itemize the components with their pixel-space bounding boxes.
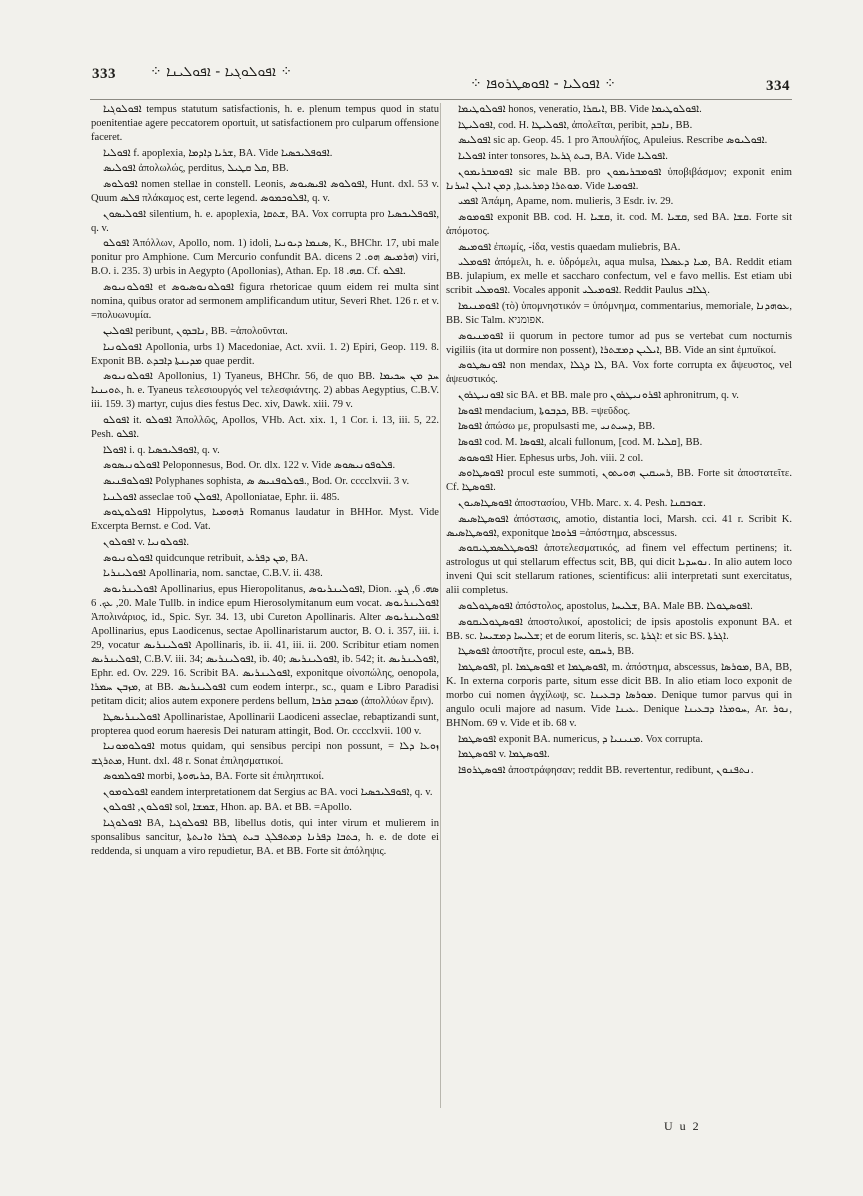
dictionary-entry: ܐܦܘܣܐ cod. M. ܐܦܘܣܐ, alcali fullonum, [cod. M. ܩܠܝܐ], BB. — [458, 436, 703, 448]
dictionary-entry: ܐܦܘܠܝܣܘܢ silentium, h. e. apoplexia, ܫܬܩܐ, BA. Vox corrupta pro ܐܦܘܦܠܝܟܣܝܐ, q. v. — [91, 208, 439, 234]
dictionary-entry: ܐܦܘܠܘܢ, ܐܦܘܠܘܢ sol, ܫܡܫܐ, Hhon. ap. BA. et BB. =Apollo. — [103, 802, 352, 814]
dictionary-entry: ܐܦܘܠܘ Ἀπόλλων, Apollo, nom. 1) idoli, ܣܢܡܐ ܕܝܘܢܝܐ, K., BHChr. 17, ubi male ponitur pro Amphione. Cum Mercurio confundit BA. dicens ܗܪܡܝܣ ܗܘ. 2) viri, B.O. i. 235. 3) urbis in Aegypto (Apollonias), Athan. Ep. ܩܗ. 18. Cf. ܐܦܠܘ. — [91, 238, 439, 278]
dictionary-entry: ܐܦܘܠܐ i. q. ܐܦܘܦܠܝܟܣܝܐ, q. v. — [103, 444, 220, 456]
dictionary-entry: ܐܦܘܠܝܢ peribunt, ܢܐܒܕܘܢ, BB. =ἀπολοῦνται. — [103, 325, 288, 337]
dictionary-entry: ܐܦܘܠܝܐ f. apoplexia, ܫܪܝܐ ܕܐܕܡܐ, BA. Vide ܐܦܘܦܠܝܟܣܝܐ. — [103, 147, 333, 159]
dictionary-entry: ܐܦܘܠܘܓܝܐ tempus statutum satisfactionis, h. e. plenum tempus quod in statu poenitentiae agere peccatorem oportuit, ut satisfactionem pro culparum offensione faceret. — [91, 104, 439, 144]
dictionary-entry: ܐܦܘܠܘܢܝܘܣ Apollonius, 1) Tyaneus, BHChr. 56, de quo BB. ܚܕ ܡܢ ܚܟܝܡܐ ܬܘܝܢܝܐ, h. e. Tyaneus τελεσιουργός vel τελεσφιάντης. 2) abbas Aegyptius, C.B.V. iii. 159. 3) martyr, cujus dies festus Dec. xiv, Dawk. xiii. 79 v. — [91, 371, 439, 411]
page-header — [0, 0, 863, 100]
dictionary-entry: ܐܦܘܡܒܪܝܡܘܢ sic male BB. pro ܐܦܘܡܒܪܝܡܘܢ ὑποβιβάσμον; exponit enim ܡܘܬܪܐ ܕܡܪܥܝܬܐ, ܕܡܢ ܐܝܠܢ ܐܚܪܢܐ. Vide ܐܦܘܡܝܐ. — [446, 166, 792, 192]
dictionary-entry: ܐܦܘܠܝܣ ἀπολωλώς, perditus, ܩܠ ܩܛܝܠ, BB. — [103, 163, 289, 175]
dictionary-entry: ܐܦܘܠܢܝܐ asseclae τοῦ ܐܦܘܠܢ, Apolloniatae, Ephr. ii. 485. — [103, 491, 340, 503]
dictionary-entry: ܐܦܘܠܝܛܐ, cod. H. ܐܦܘܠܝܛܐ, ἀπολεῖται, peribit, ܢܐܒܕ, BB. — [458, 119, 693, 131]
dictionary-entry: ܐܦܘܣܛܠܣܡܛܝܩܘܣ ἀποτελεσματικός, ad finem vel effectum pertinens; it. astrologus ut qui stellarum effectus scit, BB, qui dicit ܢܘܚܕܝܐ. In alio autem loco inveni Qui scit stellarum rationes, scientificus: alii interpretati sunt exercitatus, alii completus. — [446, 543, 792, 597]
dictionary-entry: ܐܦܘܠܘܢ v. ܐܦܘܠܘܢܝܐ. — [103, 536, 189, 548]
signature-mark: U u 2 — [664, 1119, 701, 1133]
right-page-number: 334 — [766, 78, 790, 94]
dictionary-entry: ܐܦܘܣܛܘܠܝܩܘܣ ἀποστολικοί, apostolici; de ipsis apostolis exponunt BA. et BB. sc. ܫܠܝܚܐ ܕܡܫܝܚܐ; et de eorum literis, sc. ܐܓܪܬܐ: et sic BS. ܐܓܪܬܐ. — [446, 616, 792, 642]
dictionary-entry: ܐܦܘܠܘܦܢܝܣ Polyphanes sophista, ܦܘܠܘܦܢܝܣ ܣ., Bod. Or. cccclxvii. 3 v. — [103, 475, 410, 487]
dictionary-entry: ܐܦܘܣܛܐܘܣ procul este summoti, ܪܚܝܩܝܢ ܗܘܝܬܘܢ, BB. Forte sit ἀποστατεῖτε. Cf. ܐܦܘܣܛܐ. — [446, 468, 792, 494]
dictionary-entry: ܐܦܡܝ Ἀπάμη, Apame, nom. mulieris, 3 Esdr. iv. 29. — [458, 196, 674, 208]
dictionary-entry: ܐܦܘܠܘܡܘܢܝܐ motus quidam, qui sensibus percipi non possunt, = ܙܘܥܐ ܕܠܐ ܡܬܪܓܫ, Hunt. dxl. 48 r. Sonat ἐπιλησματικοί. — [91, 741, 439, 767]
dictionary-entry: ܐܦܘܣܛܐܣܝܘܢ ἀποστασίου, VHb. Marc. x. 4. Pesh. ܫܘܒܩܢܐ. — [458, 497, 706, 509]
column-divider — [440, 103, 441, 1108]
left-running-head: ⁘ ܐܦܘܠܘܓܝܐ - ܐܦܘܠܝܢܐ ⁘ — [150, 64, 293, 80]
dictionary-entry: ܐܦܘܢܣܛܘܣ non mendax, ܠܐ ܕܓܠܐ, BA. Vox forte corrupta ex ἄψευστος, vel ἀψευστικός. — [446, 360, 793, 386]
header-rule — [90, 99, 792, 100]
dictionary-entry: ܐܦܘܠܘܢܝܘܣ et ܐܦܘܠܘܢܘܣܝܘܣ figura rhetoricae quum eidem rei multa sint nomina, quibus orator ad sermonem amplificandum utitur, Severi Rhet. 126 r. et v. =πολυωνυμία. — [91, 282, 439, 322]
left-column — [91, 103, 439, 861]
dictionary-entry: ܐܦܘܣܛܪܘܦܐ ἀποστράφησαν; reddit BB. revertentur, redibunt, ܢܬܦܢܘܢ. — [458, 765, 754, 777]
dictionary-entry: ܐܦܘܠܘܛܘܣ Hippolytus, ܪܗܘܡܝܐ Romanus laudatur in BHHor. Myst. Vide Excerpta Bernst. e Cod. Vat. — [91, 507, 439, 533]
dictionary-entry: ܐܦܘܡܘܣ exponit BB. cod. H. ܩܫܝܐ, it. cod. M. ܩܫܝܐ, sed BA. ܩܫܐ. Forte sit ἀπόμοτος. — [446, 211, 792, 237]
dictionary-entry: ܐܦܘܠܘܢܝܐ Apollonia, urbs 1) Macedoniae, Act. xvii. 1. 2) Epiri, Geop. 119. 8. Exponit BB. ܡܕܝܢܬܐ ܕܐܒܕܬ quae perdit. — [91, 341, 439, 367]
dictionary-entry: ܐܦܘܠܘܓܝܐ BA, ܐܦܘܠܘܓܝܐ BB, libellus dotis, qui inter virum et mulierem in sponsalibus sancitur, ܟܬܒܐ ܕܦܪܢܐ ܕܡܬܦܠܓ ܒܝܬ ܓܒܪܐ ܘܐܢܬܬܐ, h. e. de dote ei reddenda, si unquam a viro repudietur, BA. et BB. Forte sit ἀπόληψις. — [91, 818, 440, 858]
dictionary-entry: ܐܦܘܣܛܘܠܘܣ ἀπόστολος, apostolus, ܫܠܝܚܐ, BA. Male BB. ܐܦܘܣܛܘܠܐ. — [458, 601, 753, 613]
dictionary-entry: ܐܦܘܡܠܝ ἀπόμελι, h. e. ὑδρόμελι, aqua mulsa, ܡܝܐ ܕܥܣܠܐ, BA. Reddit etiam BB. julapium, ex melle et saccharo confectum, vel e favo mellis. Est etiam ubi scribit ܐܦܘܡܠܝ. Vocales apponit ܐܦܘܡܝܠܝ. Reddit Paulus ܓܠܐܒ. — [446, 257, 792, 297]
dictionary-entry: ܐܦܘܠܘܛܝܡܐ honos, veneratio, ܐܝܩܪܐ, BB. Vide ܐܦܘܠܘܛܝܡܐ. — [458, 104, 702, 115]
dictionary-entry: ܐܦܘܠܘ it. ܐܦܘܠܘ Ἀπολλῶς, Apollos, VHb. Act. xix. 1, 1 Cor. i. 13, iii. 5, 22. Pesh. ܐܦܠܘ. — [91, 414, 439, 440]
left-page-number: 333 — [92, 66, 116, 82]
dictionary-entry: ܐܦܘܣܛܐܣܝܣ ἀπόστασις, amotio, distantia loci, Marsh. cci. 41 r. Scribit K. ܐܦܘܣܛܐܣܝܣ, exponitque ܦܪܘܩܐ =ἀπόστημα, abscessus. — [446, 513, 792, 539]
dictionary-entry: ܐܦܘܣܛܡܐ v. ܐܦܘܣܛܡܐ. — [458, 749, 550, 761]
dictionary-entry: ܐܦܘܠܘܢܝܘܣ quidcunque retribuit, ܡܢ ܕܦܪܥ, BA. — [103, 552, 309, 564]
right-running-head: ⁘ ܐܦܘܠܝܐ - ܐܦܘܣܛܪܘܦܐ ⁘ — [470, 76, 616, 92]
dictionary-entry: ܐܦܘܡܝܣ ἐπωμίς, -ίδα, vestis quaedam muliebris, BA. — [458, 241, 681, 253]
right-column — [446, 103, 792, 780]
dictionary-entry: ܐܦܘܠܝܢܪܝܘܣ Apollinarius, epus Hieropolitanus, ܐܦܘܠܝܢܪܝܘܣ, Dion. ܣܗ. 6, ܓܨ. 20, ܥܟ. 6. Male Tullb. in indice epum Hierosolymitanum eum vocat. ܐܦܘܠܝܢܪܝܘܣ Ἀπολινάριος, id., Spic. Syr. 34. 13, ubi Cureton Apollinaris. Alter ܐܦܘܠܝܢܪܝܘܣ Apollinarius, epus Laodicenus, sectae Apollinaristarum auctor, B. O. i. 357, iii. i. 29, vocatur ܐܦܘܠܝܢܪܝܣ Apollinaris, ib. ii. 41, iii. ii. 200. Scribitur etiam nomen ܐܦܘܠܝܢܪܝܣ, C.B.V. iii. 34; ܐܦܘܠܝܢܪܝܣ, ib. 40; ܐܦܘܠܝܢܪܝܣ, ib. 542; it. ܐܦܘܠܝܢܪܝܣ, Ephr. ed. Ov. 229. 16. Scribit BA. ܐܦܘܠܝܢܪܝܣ, exponitque οἰνοπώλης, oenopola, ܡܙܒܢ ܚܡܪܐ, at BB. ܐܦܘܠܝܢܪܝܣ cum eodem interpr., sc., quam e Libro Paradisi petitam dicit; alios autem exponere perdens bellum, ܡܘܒܕ ܩܪܒܐ (ἀπολλύων ἔριν). — [91, 583, 440, 708]
dictionary-entry: ܐܦܘܠܘܢܝܣܘܣ Peloponnesus, Bod. Or. dlx. 122 v. Vide ܦܠܘܦܘܢܝܣܘܣ. — [103, 460, 396, 472]
dictionary-entry: ܐܦܘܠܝܢܪܝܣܛܐ Apollinaristae, Apollinarii Laodiceni asseclae, rebaptizandi sunt, propterea quod eorum haeresis Dei naturam attingit, Bod. Or. cccclxvii. 100 v. — [91, 711, 439, 737]
dictionary-entry: ܐܦܘܠܘܣ nomen stellae in constell. Leonis, ܐܦܘܠܘܣ ܐܦܝܣܝܘܣ, Hunt. dxl. 53 v. Quum ܦܠܣ πλάκαμος est, certe legend. ܐܦܠܘܟܡܘܣ, q. v. — [91, 179, 439, 205]
dictionary-entry: ܐܦܘܣܐ mendacium, ܟܕܒܘܬܐ, BB. =ψεῦδος. — [458, 405, 631, 417]
dictionary-entry: ܐܦܘܡܢܝܘܣ ii quorum in pectore tumor ad pus se vertebat cum nocturnis vigiliis (ita ut dormire non possent), ܐܝܠܝܢ ܕܡܫܬܪܐ, BB. Vide an sint ἐμπυϊκοί. — [446, 330, 792, 356]
dictionary-entry: ܐܦܘܣܘܣ Hier. Ephesus urbs, Joh. viii. 2 col. — [458, 452, 644, 464]
dictionary-entry: ܐܦܘܣܛܡܐ exponit BA. numericus, ܡܢܝܢܝܐ ܕ. Vox corrupta. — [458, 733, 703, 745]
dictionary-entry: ܐܦܘܣܛܡܐ, pl. ܐܦܘܣܛܡܐ et ܐܦܘܣܛܡܐ, m. ἀπόστημα, abscessus, ܡܘܪܣܐ, BA, BB, K. In externa corporis parte, situm esse dicit BB. In alio etiam loco exponit de morbo cui nomen ἀγχίλωψ, sc. ܡܘܪܣܐ ܕܒܥܝܢܐ. Denique tumor parvus qui in angulo oculi majore ad nasum. Vide ܥܝܢܐ. Denique ܚܘܡܪܐ ܕܒܥܝܢܐ, Ar. ܢܘܪ, BHNom. 69 v. Vide et ib. 68 v. — [446, 661, 793, 730]
dictionary-entry: ܐܦܘܣܐ ἀπώσω με, propulsasti me, ܕܚܝܬܢܝ, BB. — [458, 421, 655, 433]
dictionary-entry: ܐܦܘܡܢܝܡܐ (τὸ) ὑπομνηστικόν = ὑπόμνημα, commentarius, memoriale, ܥܘܗܕܢܐ, BB. Sic Talm. אפומניא. — [446, 300, 792, 326]
dictionary-entry: ܐܦܘܣܛܐ ἀποστῆτε, procul este, ܪܚܩܘ, BB. — [458, 646, 634, 658]
dictionary-entry: ܐܦܘܠܝܣ sic ap. Geop. 45. 1 pro Ἀπουλήϊος, Apuleius. Rescribe ܐܦܘܠܝܘܣ. — [458, 135, 768, 147]
dictionary-entry: ܐܦܘܢܝܛܪܘܢ sic BA. et BB. male pro ܐܦܪܘܢܝܛܪܘܢ aphronitrum, q. v. — [458, 390, 739, 402]
dictionary-entry: ܐܦܘܠܝܐ inter tonsores, ܒܝܬ ܓܪܥܐ, BA. Vide ܐܦܘܠܝܐ. — [458, 150, 668, 162]
dictionary-entry: ܐܦܘܠܘܡܘܢ eandem interpretationem dat Sergius ac BA. voci ܐܦܘܦܠܝܟܣܝܐ, q. v. — [103, 786, 433, 798]
dictionary-entry: ܐܦܘܠܝܢܪܝܐ Apollinaria, nom. sanctae, C.B.V. ii. 438. — [103, 568, 323, 580]
dictionary-entry: ܐܦܘܠܡܘܣ morbi, ܟܪܝܗܘܬܐ, BA. Forte sit ἐπιληπτικοί. — [103, 771, 325, 783]
